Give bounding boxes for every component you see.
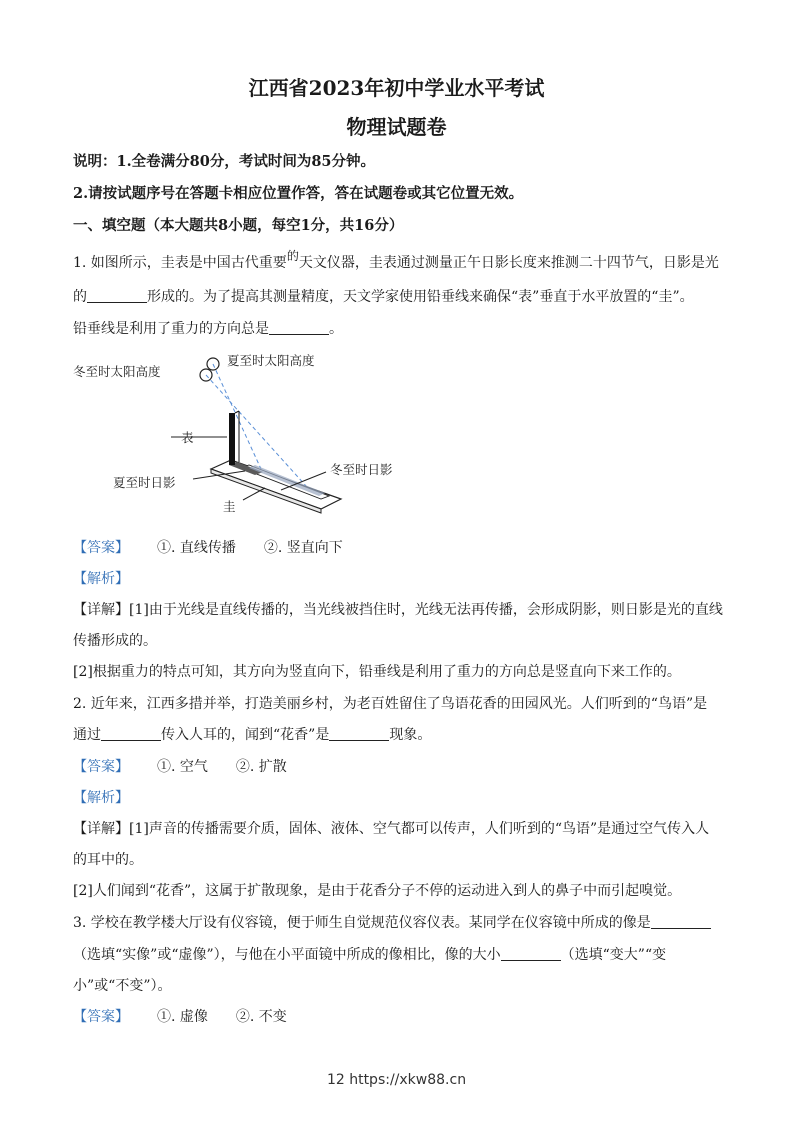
question-3-line-2 bbox=[73, 944, 723, 964]
biao-pole bbox=[229, 413, 235, 465]
q2-analysis bbox=[73, 787, 723, 807]
q2-text: 通过 bbox=[73, 727, 101, 743]
biao-label: 表 bbox=[181, 430, 194, 445]
question-1-line-1 bbox=[73, 249, 723, 272]
page-footer: 12 https://xkw88.cn bbox=[326, 1072, 467, 1088]
question-2-line-1: 2. 近年来，江西多措并举，打造美丽乡村，为老百姓留住了鸟语花香的田园风光。人们听到的“鸟语”是 bbox=[73, 696, 708, 712]
exam-title: 江西省2023年初中学业水平考试 bbox=[248, 76, 545, 100]
q2-detail-line-1: 【详解】[1]声音的传播需要介质，固体、液体、空气都可以传声，人们听到的“鸟语”是通过空气传入人 bbox=[73, 821, 710, 837]
summer-sun-ray bbox=[213, 364, 261, 469]
instructions-line-2: 2.请按试题序号在答题卡相应位置作答，答在试题卷或其它位置无效。 bbox=[73, 185, 524, 202]
q1-sup: 的 bbox=[286, 249, 299, 263]
summer-shadow-label: 夏至时日影 bbox=[113, 475, 176, 490]
answer-blank bbox=[501, 946, 561, 961]
q1-text: 天文仪器，圭表通过测量正午日影长度来推测二十四节气，日影是光 bbox=[298, 255, 719, 271]
q1-detail-line-2: 传播形成的。 bbox=[73, 633, 157, 649]
answer-tag: 【答案】 bbox=[73, 1009, 129, 1025]
q1-text: 1. 如图所示，圭表是中国古代重要 bbox=[73, 255, 287, 271]
instructions-line-1: 说明：1.全卷满分80分，考试时间为85分钟。 bbox=[73, 153, 375, 170]
winter-shadow-label: 冬至时日影 bbox=[330, 462, 393, 477]
answer-blank bbox=[651, 914, 711, 929]
question-1-line-3 bbox=[73, 318, 723, 338]
answer-item: ①. 虚像 bbox=[157, 1009, 208, 1025]
question-3-line-3: 小”或“不变”）。 bbox=[73, 978, 172, 994]
q2-answer bbox=[73, 756, 723, 776]
q1-text: 铅垂线是利用了重力的方向总是 bbox=[73, 321, 269, 337]
summer-sun-label: 夏至时太阳高度 bbox=[227, 353, 315, 368]
question-3-line-1 bbox=[73, 912, 723, 932]
answer-item: ②. 竖直向下 bbox=[263, 540, 343, 556]
q1-detail-line-1: 【详解】[1]由于光线是直线传播的，当光线被挡住时，光线无法再传播，会形成阴影，则日影是光的直线 bbox=[73, 602, 723, 618]
q2-detail-line-3: [2]人们闻到“花香”，这属于扩散现象，是由于花香分子不停的运动进入到人的鼻子中而引起嗅觉。 bbox=[73, 883, 682, 899]
q2-detail-line-2: 的耳中的。 bbox=[73, 852, 143, 868]
winter-sun-label: 冬至时太阳高度 bbox=[73, 364, 161, 379]
answer-blank bbox=[87, 288, 147, 303]
answer-item: ①. 直线传播 bbox=[157, 540, 236, 556]
q1-text: 形成的。为了提高其测量精度，天文学家使用铅垂线来确保“表”垂直于水平放置的“圭”。 bbox=[147, 289, 694, 305]
gui-label: 圭 bbox=[223, 499, 236, 514]
q3-text: 3. 学校在教学楼大厅设有仪容镜，便于师生自觉规范仪容仪表。某同学在仪容镜中所成的像是 bbox=[73, 915, 651, 931]
q3-text: （选填“实像”或“虚像”），与他在小平面镜中所成的像相比，像的大小 bbox=[73, 947, 501, 963]
q2-text: 传入人耳的，闻到“花香”是 bbox=[161, 727, 330, 743]
answer-blank bbox=[329, 726, 389, 741]
q3-text: （选填“变大”“变 bbox=[560, 947, 667, 963]
analysis-tag: 【解析】 bbox=[73, 571, 129, 587]
answer-item: ②. 扩散 bbox=[235, 759, 287, 775]
exam-subtitle: 物理试题卷 bbox=[346, 115, 447, 139]
section-heading: 一、填空题（本大题共8小题，每空1分，共16分） bbox=[73, 217, 404, 234]
q1-answer bbox=[73, 537, 723, 557]
q2-text: 现象。 bbox=[389, 727, 432, 743]
answer-blank bbox=[269, 320, 329, 335]
q1-text: 。 bbox=[329, 321, 343, 337]
analysis-tag: 【解析】 bbox=[73, 790, 129, 806]
answer-tag: 【答案】 bbox=[73, 759, 129, 775]
answer-blank bbox=[101, 726, 161, 741]
q3-answer bbox=[73, 1006, 723, 1026]
gnomon-diagram bbox=[73, 347, 433, 522]
question-1-line-2 bbox=[73, 286, 723, 306]
question-2-line-2 bbox=[73, 724, 723, 744]
answer-tag: 【答案】 bbox=[73, 540, 129, 556]
answer-item: ①. 空气 bbox=[157, 759, 208, 775]
gui-leader bbox=[243, 488, 265, 500]
q1-analysis bbox=[73, 568, 723, 588]
q1-detail-line-3: [2]根据重力的特点可知，其方向为竖直向下，铅垂线是利用了重力的方向总是竖直向下来工作的。 bbox=[73, 664, 681, 680]
answer-item: ②. 不变 bbox=[235, 1009, 287, 1025]
q1-text: 的 bbox=[73, 289, 87, 305]
